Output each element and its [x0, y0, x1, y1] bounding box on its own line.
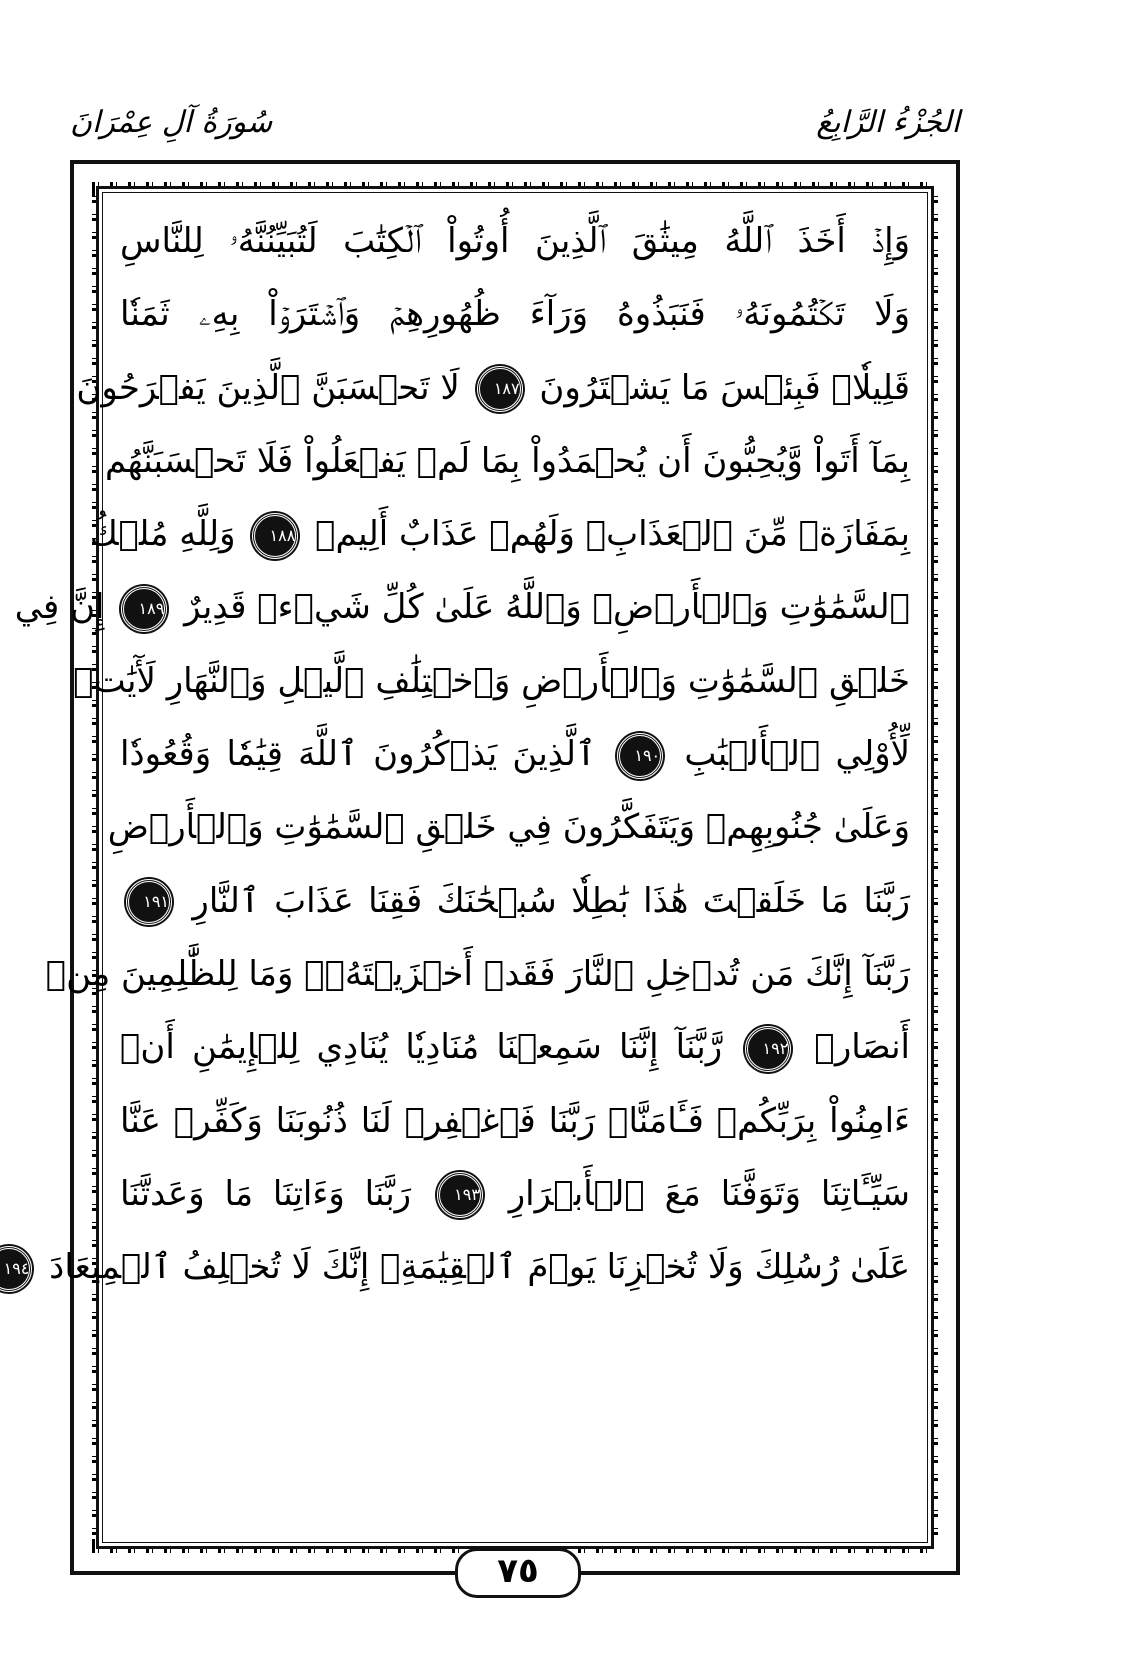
- verse-text: رَبَّنَآ إِنَّكَ مَن تُدۡخِلِ ٱلنَّارَ فَقَدۡ أَخۡزَيۡتَهُۥۖ وَمَا لِلظَّٰلِمِينَ مِنۡ: [45, 953, 910, 994]
- ayah-number-marker: ١٩٢: [745, 1026, 791, 1072]
- surah-name: سُورَةُ آلِ عِمْرَانَ: [70, 105, 273, 140]
- verse-text: وَإِذۡ أَخَذَ ٱللَّهُ مِيثَٰقَ ٱلَّذِينَ أُوتُواْ ٱلۡكِتَٰبَ لَتُبَيِّنُنَّهُۥ لِلنَّاسِ: [120, 221, 910, 261]
- verse-text: وَلِلَّهِ مُلۡكُ: [89, 514, 247, 555]
- text-line: [14, 571, 910, 644]
- text-line: [120, 205, 910, 278]
- text-line: [105, 425, 910, 498]
- verse-text: أَنصَارٖ: [797, 1027, 910, 1068]
- verse-text: قَلِيلٗاۖ فَبِئۡسَ مَا يَشۡتَرُونَ: [528, 367, 910, 408]
- page-header: [70, 105, 960, 155]
- text-line: [89, 498, 910, 571]
- verse-text: عَلَىٰ رُسُلِكَ وَلَا تُخۡزِنَا يَوۡمَ ٱلۡقِيَٰمَةِۗ إِنَّكَ لَا تُخۡلِفُ ٱلۡمِيعَادَ: [38, 1247, 910, 1288]
- quran-text-block: [3, 205, 910, 1525]
- text-line: [107, 791, 910, 864]
- ayah-number-marker: ١٨٨: [252, 513, 298, 559]
- page-number: ٧٥: [455, 1548, 581, 1598]
- verse-text: لَا تَحۡسَبَنَّ ٱلَّذِينَ يَفۡرَحُونَ: [76, 367, 471, 408]
- verse-text: سَيِّـَٔاتِنَا وَتَوَفَّنَا مَعَ ٱلۡأَبۡرَارِ: [488, 1173, 910, 1214]
- juz-name: الجُزْءُ الرَّابِعُ: [816, 105, 960, 140]
- text-line: [120, 1158, 910, 1231]
- text-line: [120, 278, 910, 351]
- ayah-number-marker: ١٩٤: [0, 1246, 32, 1292]
- ayah-number-marker: ١٨٧: [477, 366, 523, 412]
- verse-text: لِّأُوْلِي ٱلۡأَلۡبَٰبِ: [669, 734, 910, 775]
- verse-text: رَبَّنَا مَا خَلَقۡتَ هَٰذَا بَٰطِلٗا سُبۡحَٰنَكَ فَقِنَا عَذَابَ ٱلنَّارِ: [178, 880, 910, 921]
- verse-text: وَلَا تَكۡتُمُونَهُۥ فَنَبَذُوهُ وَرَآءَ ظُهُورِهِمۡ وَٱشۡتَرَوۡاْ بِهِۦ ثَمَنٗا: [120, 294, 910, 335]
- text-line: [76, 352, 910, 425]
- verse-text: ٱلسَّمَٰوَٰتِ وَٱلۡأَرۡضِۗ وَٱللَّهُ عَلَىٰ كُلِّ شَيۡءٖ قَدِيرٌ: [173, 587, 910, 628]
- text-line: [73, 645, 910, 718]
- text-line: [120, 1011, 910, 1084]
- ayah-number-marker: ١٩٠: [617, 733, 663, 779]
- verse-text: إِنَّ فِي: [14, 587, 116, 628]
- text-line: [120, 865, 910, 938]
- text-line: [120, 1085, 910, 1158]
- text-line: [3, 1231, 910, 1304]
- text-line: [45, 938, 910, 1011]
- text-line: [120, 718, 910, 791]
- verse-text: رَّبَّنَآ إِنَّنَا سَمِعۡنَا مُنَادِيٗا يُنَادِي لِلۡإِيمَٰنِ أَنۡ: [120, 1027, 740, 1068]
- verse-text: بِمَفَازَةٖ مِّنَ ٱلۡعَذَابِۖ وَلَهُمۡ عَذَابٌ أَلِيمٞ: [304, 514, 910, 555]
- ayah-number-marker: ١٩١: [126, 879, 172, 925]
- verse-text: خَلۡقِ ٱلسَّمَٰوَٰتِ وَٱلۡأَرۡضِ وَٱخۡتِلَٰفِ ٱلَّيۡلِ وَٱلنَّهَارِ لَأٓيَٰتٖ: [73, 660, 910, 701]
- verse-text: بِمَآ أَتَواْ وَّيُحِبُّونَ أَن يُحۡمَدُواْ بِمَا لَمۡ يَفۡعَلُواْ فَلَا تَحۡسَبَنَّهُم: [105, 440, 910, 481]
- verse-text: ٱلَّذِينَ يَذۡكُرُونَ ٱللَّهَ قِيَٰمٗا وَقُعُودٗا: [120, 734, 612, 775]
- verse-text: ءَامِنُواْ بِرَبِّكُمۡ فَـَٔامَنَّاۚ رَبَّنَا فَٱغۡفِرۡ لَنَا ذُنُوبَنَا وَكَفِّرۡ عَنَّا: [120, 1100, 910, 1141]
- verse-text: رَبَّنَا وَءَاتِنَا مَا وَعَدتَّنَا: [120, 1173, 431, 1214]
- ayah-number-marker: ١٨٩: [121, 586, 167, 632]
- ayah-number-marker: ١٩٣: [437, 1172, 483, 1218]
- verse-text: وَعَلَىٰ جُنُوبِهِمۡ وَيَتَفَكَّرُونَ فِي خَلۡقِ ٱلسَّمَٰوَٰتِ وَٱلۡأَرۡضِ: [107, 807, 910, 848]
